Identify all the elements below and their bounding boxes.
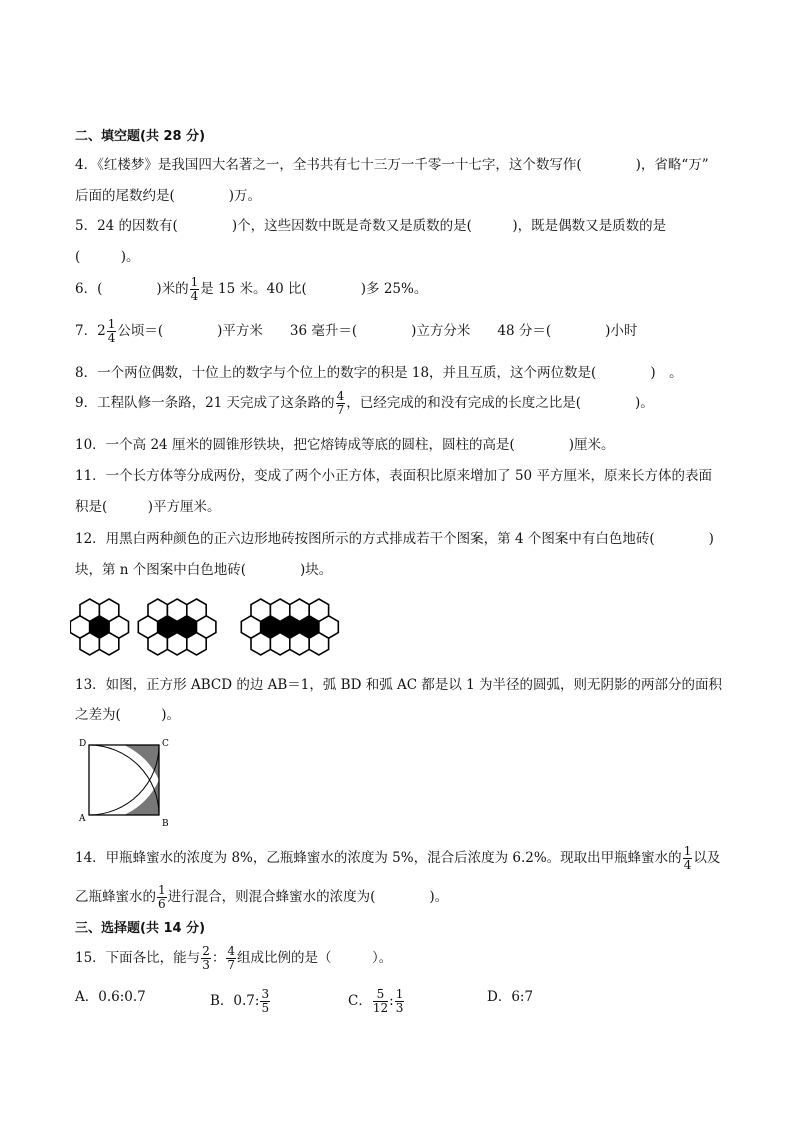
q6-line [75,276,427,303]
q12-line2: 块，第 n 个图案中白色地砖( )块。 [75,562,333,578]
white-hex-tile [187,599,206,621]
q13-line1: 13．如图，正方形 ABCD 的边 AB＝1，弧 BD 和弧 AC 都是以 1 为半径的圆弧，则无阴影的两部分的面积 [75,677,723,693]
q15-option-b-fraction: $\frac{3}{5}$ [261,987,270,1015]
label-a: A [79,814,86,824]
white-hex-tile [99,599,118,621]
q6-pre: 6．( )米的 [75,281,189,297]
q14-line1 [75,845,720,872]
label-c: C [162,739,169,749]
section-3-title: 三、选择题(共 14 分) [75,921,206,936]
q15-option-c-fraction-1: $\frac{5}{12}$ [372,987,389,1015]
label-d: D [79,739,87,749]
label-b: B [162,819,169,829]
q10-line: 10．一个高 24 厘米的圆锥形铁块，把它熔铸成等底的圆柱，圆柱的高是( )厘米。 [75,437,615,453]
q15-option-b: B．0.7: $\frac{3}{5}$ [210,987,270,1015]
q6-post: 是 15 米。40 比( )多 25%。 [200,281,428,297]
q15-post: 组成比例的是（ ）。 [236,950,393,966]
q15-option-d: D．6:7 [487,989,534,1005]
q7-fraction: $\frac{1}{4}$ [107,317,116,345]
q9-line [75,390,654,417]
square-arc-figure [74,735,184,830]
q15-colon: ： [211,950,226,966]
white-hex-tile [187,633,206,655]
white-hex-tile [167,599,186,621]
q14-line1-pre: 14．甲瓶蜂蜜水的浓度为 8%，乙瓶蜂蜜水的浓度为 5%，混合后浓度为 6.2%。现取出甲瓶蜂蜜水的 [75,850,682,866]
white-hex-tile [309,599,328,621]
white-hex-tile [167,633,186,655]
q8-line: 8．一个两位偶数，十位上的数字与个位上的数字的积是 18，并且互质，这个两位数是( ) 。 [75,365,683,381]
white-hex-tile [270,633,289,655]
q13-line2: 之差为( )。 [75,707,181,723]
q9-fraction: $\frac{4}{7}$ [336,389,345,417]
q14-fraction-1: $\frac{1}{4}$ [683,844,692,872]
q7-post: 公顷＝( )平方米 36 毫升＝( )立方分米 48 分＝( )小时 [117,323,638,339]
white-hex-tile [99,633,118,655]
white-hex-tile [309,633,328,655]
hexagon-tile-patterns [70,594,370,660]
q11-line1: 11．一个长方体等分成两份，变成了两个小正方体，表面积比原来增加了 50 平方厘米，原来长方体的表面 [75,468,712,484]
white-hex-tile [290,599,309,621]
q9-post: ，已经完成的和没有完成的长度之比是( )。 [346,395,654,411]
q9-pre: 9．工程队修一条路，21 天完成了这条路的 [75,395,335,411]
white-hex-tile [251,599,270,621]
q5-line2: ( )。 [75,249,140,265]
q14-line2-post: 进行混合，则混合蜂蜜水的浓度为( )。 [167,889,449,905]
q15-option-c: C． $\frac{5}{12}$ : $\frac{1}{3}$ [348,987,404,1015]
q7-pre: 7．2 [75,323,106,339]
q12-line1: 12．用黑白两种颜色的正六边形地砖按图所示的方式排成若干个图案，第 4 个图案中有白色地砖( ) [75,531,714,547]
white-hex-tile [148,633,167,655]
white-hex-tile [270,599,289,621]
q14-line2-pre: 乙瓶蜂蜜水的 [75,889,156,905]
white-hex-tile [290,633,309,655]
q4-line1: 4．《红楼梦》是我国四大名著之一，全书共有七十三万一千零一十七字，这个数写作( )，省略“万” [75,157,709,173]
q15-fraction-1: $\frac{2}{3}$ [202,944,210,972]
q6-fraction: $\frac{1}{4}$ [190,275,199,303]
white-hex-tile [251,633,270,655]
q14-line1-post: 以及 [693,850,721,866]
q14-line2 [75,884,448,911]
q5-line1: 5．24 的因数有( )个，这些因数中既是奇数又是质数的是( )，既是偶数又是质数的是 [75,218,667,234]
white-hex-tile [80,633,99,655]
q15-option-a: A．0.6:0.7 [75,989,146,1005]
q15-line [75,945,392,972]
section-2-title: 二、填空题(共 28 分) [75,129,206,144]
q11-line2: 积是( )平方厘米。 [75,499,221,515]
q15-pre: 15．下面各比，能与 [75,950,201,966]
white-hex-tile [80,599,99,621]
q14-fraction-2: $\frac{1}{6}$ [158,883,166,911]
white-hex-tile [148,599,167,621]
q15-option-c-fraction-2: $\frac{1}{3}$ [395,987,404,1015]
q4-line2: 后面的尾数约是( )万。 [75,188,262,204]
q7-line [75,318,637,345]
q15-fraction-2: $\frac{4}{7}$ [227,944,235,972]
